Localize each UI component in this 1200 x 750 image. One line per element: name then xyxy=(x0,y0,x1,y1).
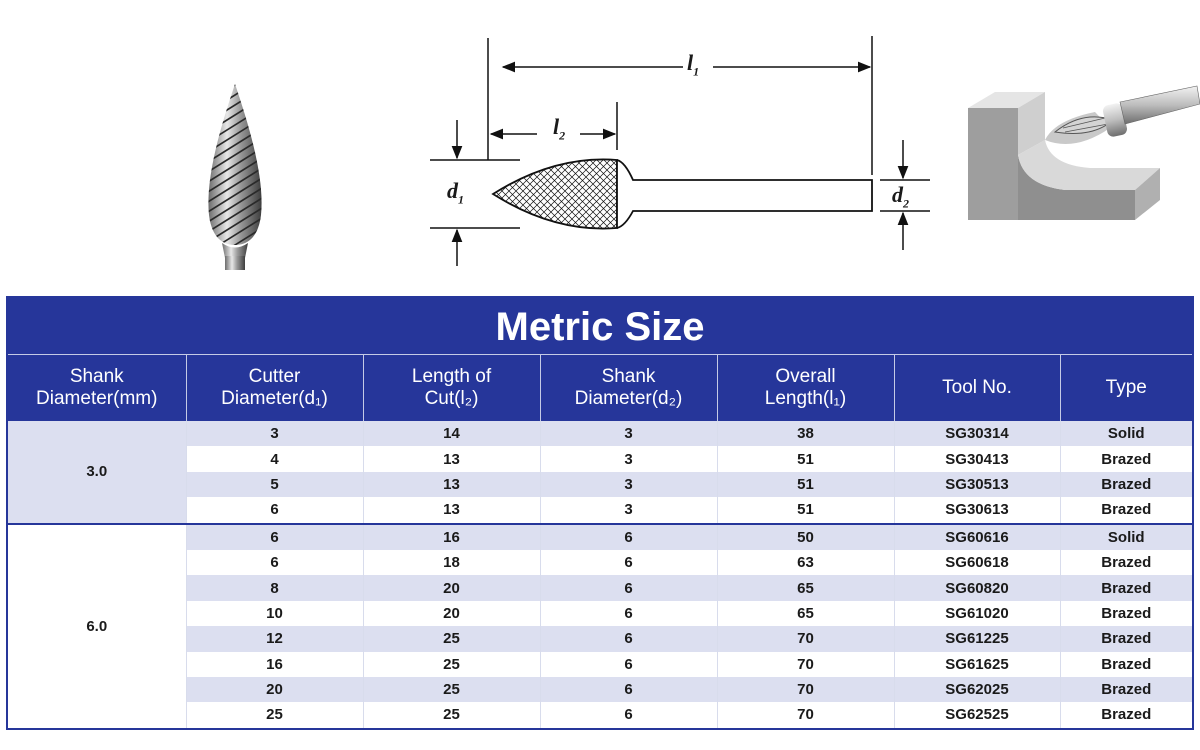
table-cell: Brazed xyxy=(1060,472,1192,497)
table-cell: 25 xyxy=(363,702,540,727)
header-row xyxy=(8,355,1192,421)
table-cell: 16 xyxy=(186,652,363,677)
label-l2: $l_2$ xyxy=(553,114,566,143)
table-cell: SG60616 xyxy=(894,524,1060,550)
table-cell: 13 xyxy=(363,497,540,523)
table-header xyxy=(8,355,1192,421)
table-row xyxy=(8,626,1192,651)
table-cell: SG62525 xyxy=(894,702,1060,727)
table-cell: SG30413 xyxy=(894,446,1060,471)
label-d2: $d_2$ xyxy=(892,182,909,211)
table-cell: SG60618 xyxy=(894,550,1060,575)
table-cell: 70 xyxy=(717,652,894,677)
shank-diameter-group: 3.0 xyxy=(8,421,186,524)
table-cell: 6 xyxy=(540,524,717,550)
label-d1: $d_1$ xyxy=(447,178,464,207)
table-cell: 25 xyxy=(186,702,363,727)
column-header-line: Diameter(d₂) xyxy=(574,388,683,409)
table-cell: 6 xyxy=(540,626,717,651)
table-cell: 25 xyxy=(363,626,540,651)
table-cell: SG30613 xyxy=(894,497,1060,523)
table-cell: 65 xyxy=(717,601,894,626)
table-row xyxy=(8,446,1192,471)
table-cell: 70 xyxy=(717,677,894,702)
column-header-line: Overall xyxy=(775,366,836,387)
column-header-line: Diameter(d₁) xyxy=(221,388,328,409)
table-cell: 65 xyxy=(717,575,894,600)
table-cell: 6 xyxy=(540,601,717,626)
table-cell: 51 xyxy=(717,497,894,523)
table-row xyxy=(8,472,1192,497)
table-cell: 6 xyxy=(540,550,717,575)
table-cell: 14 xyxy=(363,421,540,446)
table-cell: 25 xyxy=(363,677,540,702)
table-cell: SG62025 xyxy=(894,677,1060,702)
table-cell: 38 xyxy=(717,421,894,446)
table-cell: Brazed xyxy=(1060,677,1192,702)
table-cell: 6 xyxy=(540,677,717,702)
column-header xyxy=(1060,355,1192,421)
table-row xyxy=(8,421,1192,446)
table-cell: 5 xyxy=(186,472,363,497)
table-row xyxy=(8,497,1192,523)
metric-size-table xyxy=(6,296,1194,730)
table-cell: 25 xyxy=(363,652,540,677)
table-cell: 20 xyxy=(363,575,540,600)
dimension-drawing xyxy=(425,30,945,270)
size-table xyxy=(8,355,1192,728)
table-cell: 13 xyxy=(363,472,540,497)
label-l1: $l_1$ xyxy=(687,50,700,79)
table-cell: 6 xyxy=(186,550,363,575)
table-cell: Brazed xyxy=(1060,550,1192,575)
table-cell: 16 xyxy=(363,524,540,550)
table-cell: SG30513 xyxy=(894,472,1060,497)
table-body xyxy=(8,421,1192,728)
table-cell: 4 xyxy=(186,446,363,471)
table-cell: 3 xyxy=(540,497,717,523)
table-cell: Brazed xyxy=(1060,702,1192,727)
table-cell: 70 xyxy=(717,626,894,651)
table-cell: 63 xyxy=(717,550,894,575)
table-cell: Brazed xyxy=(1060,446,1192,471)
table-cell: 6 xyxy=(540,575,717,600)
table-row xyxy=(8,677,1192,702)
column-header xyxy=(894,355,1060,421)
table-cell: SG61020 xyxy=(894,601,1060,626)
table-cell: 20 xyxy=(363,601,540,626)
table-row xyxy=(8,575,1192,600)
column-header xyxy=(8,355,186,421)
column-header-line: Shank xyxy=(69,366,124,387)
table-cell: 50 xyxy=(717,524,894,550)
column-header xyxy=(363,355,540,421)
workpiece-illustration xyxy=(965,80,1200,225)
column-header-line: Diameter(mm) xyxy=(36,388,158,409)
table-cell: Brazed xyxy=(1060,652,1192,677)
table-cell: 51 xyxy=(717,446,894,471)
column-header xyxy=(540,355,717,421)
table-cell: 6 xyxy=(186,524,363,550)
table-row xyxy=(8,702,1192,727)
table-cell: SG30314 xyxy=(894,421,1060,446)
burr-product-image xyxy=(195,80,275,270)
table-row xyxy=(8,652,1192,677)
table-cell: 8 xyxy=(186,575,363,600)
table-cell: 6 xyxy=(540,702,717,727)
table-cell: 6 xyxy=(186,497,363,523)
column-header-line: Tool No. xyxy=(942,377,1012,398)
table-cell: Brazed xyxy=(1060,575,1192,600)
table-cell: Brazed xyxy=(1060,626,1192,651)
shank-diameter-group: 6.0 xyxy=(8,524,186,728)
table-cell: 6 xyxy=(540,652,717,677)
table-cell: 3 xyxy=(186,421,363,446)
table-cell: 10 xyxy=(186,601,363,626)
table-cell: Brazed xyxy=(1060,497,1192,523)
column-header-line: Length of xyxy=(411,366,492,387)
table-row xyxy=(8,601,1192,626)
column-header xyxy=(186,355,363,421)
table-cell: 70 xyxy=(717,702,894,727)
table-cell: Solid xyxy=(1060,421,1192,446)
table-cell: 51 xyxy=(717,472,894,497)
column-header-line: Cutter xyxy=(248,366,301,387)
column-header-line: Cut(l₂) xyxy=(424,388,479,409)
column-header-line: Shank xyxy=(601,366,656,387)
table-cell: 3 xyxy=(540,421,717,446)
table-cell: SG61625 xyxy=(894,652,1060,677)
table-row xyxy=(8,524,1192,550)
table-cell: 3 xyxy=(540,446,717,471)
table-cell: SG60820 xyxy=(894,575,1060,600)
column-header xyxy=(717,355,894,421)
column-header-line: Type xyxy=(1105,377,1147,398)
table-title: Metric Size xyxy=(8,298,1192,355)
table-cell: 20 xyxy=(186,677,363,702)
table-cell: Solid xyxy=(1060,524,1192,550)
table-cell: Brazed xyxy=(1060,601,1192,626)
table-cell: SG61225 xyxy=(894,626,1060,651)
table-row xyxy=(8,550,1192,575)
table-cell: 12 xyxy=(186,626,363,651)
table-cell: 18 xyxy=(363,550,540,575)
table-cell: 3 xyxy=(540,472,717,497)
table-cell: 13 xyxy=(363,446,540,471)
column-header-line: Length(l₁) xyxy=(764,388,847,409)
